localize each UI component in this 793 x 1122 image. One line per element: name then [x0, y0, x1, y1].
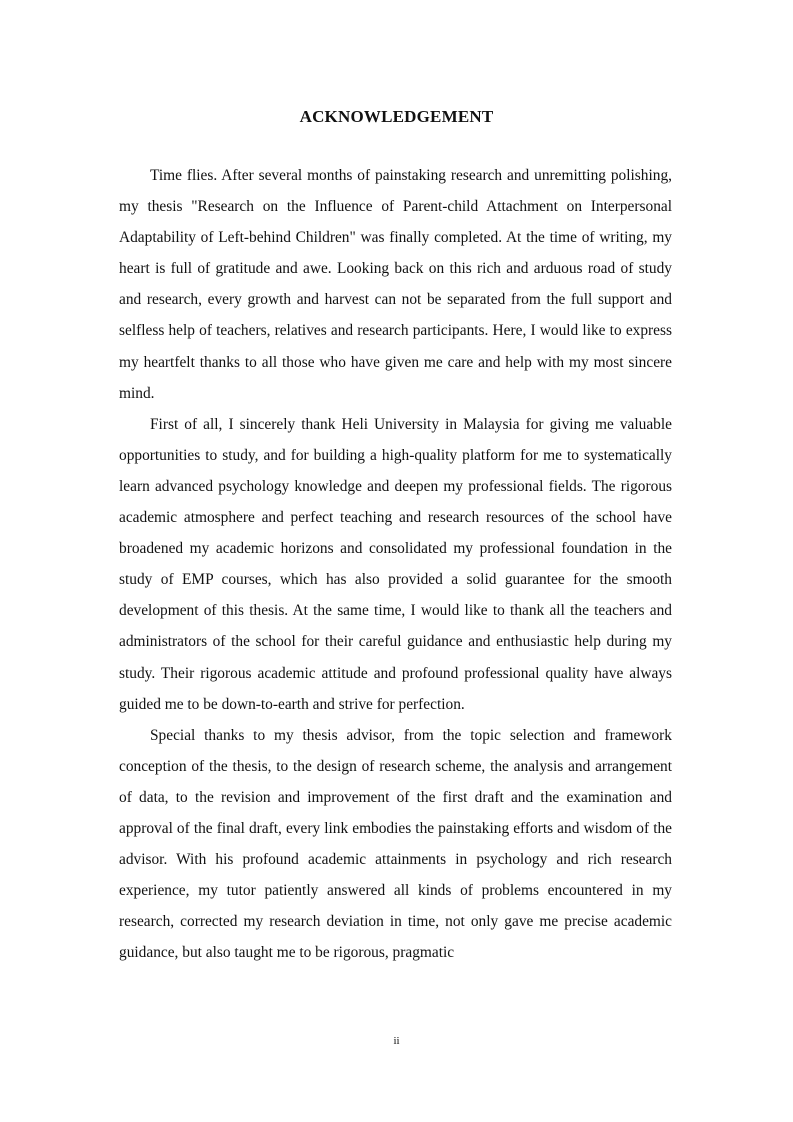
page-number: ii	[393, 1035, 400, 1047]
paragraph-3: Special thanks to my thesis advisor, from the topic selection and framework conception of the thesis, to the design of research scheme, the analysis and arrangement of data, to the revision and improvement of the first draft and the examination and approval of the final draft, every link embodies the painstaking efforts and wisdom of the advisor. With his profound academic attainments in psychology and rich research experience, my tutor patiently answered all kinds of problems encountered in my research, corrected my research deviation in time, not only gave me precise academic guidance, but also taught me to be rigorous, pragmatic	[119, 726, 672, 962]
page-title: ACKNOWLEDGEMENT	[299, 107, 494, 126]
body-text	[119, 160, 672, 968]
paragraph-1: Time flies. After several months of painstaking research and unremitting polishing, my thesis "Research on the Influence of Parent-child Attachment on Interpersonal Adaptability of Left-behind Children" was finally completed. At the time of writing, my heart is full of gratitude and awe. Looking back on this rich and arduous road of study and research, every growth and harvest can not be separated from the full support and selfless help of teachers, relatives and research participants. Here, I would like to express my heartfelt thanks to all those who have given me care and help with my most sincere mind.	[119, 167, 672, 402]
paragraph-2: First of all, I sincerely thank Heli University in Malaysia for giving me valuable opportunities to study, and for building a high-quality platform for me to systematically learn advanced psychology knowledge and deepen my professional fields. The rigorous academic atmosphere and perfect teaching and research resources of the school have broadened my academic horizons and consolidated my professional foundation in the study of EMP courses, which has also provided a solid guarantee for the smooth development of this thesis. At the same time, I would like to thank all the teachers and administrators of the school for their careful guidance and enthusiastic help during my study. Their rigorous academic attitude and profound professional quality have always guided me to be down-to-earth and strive for perfection.	[119, 415, 672, 713]
